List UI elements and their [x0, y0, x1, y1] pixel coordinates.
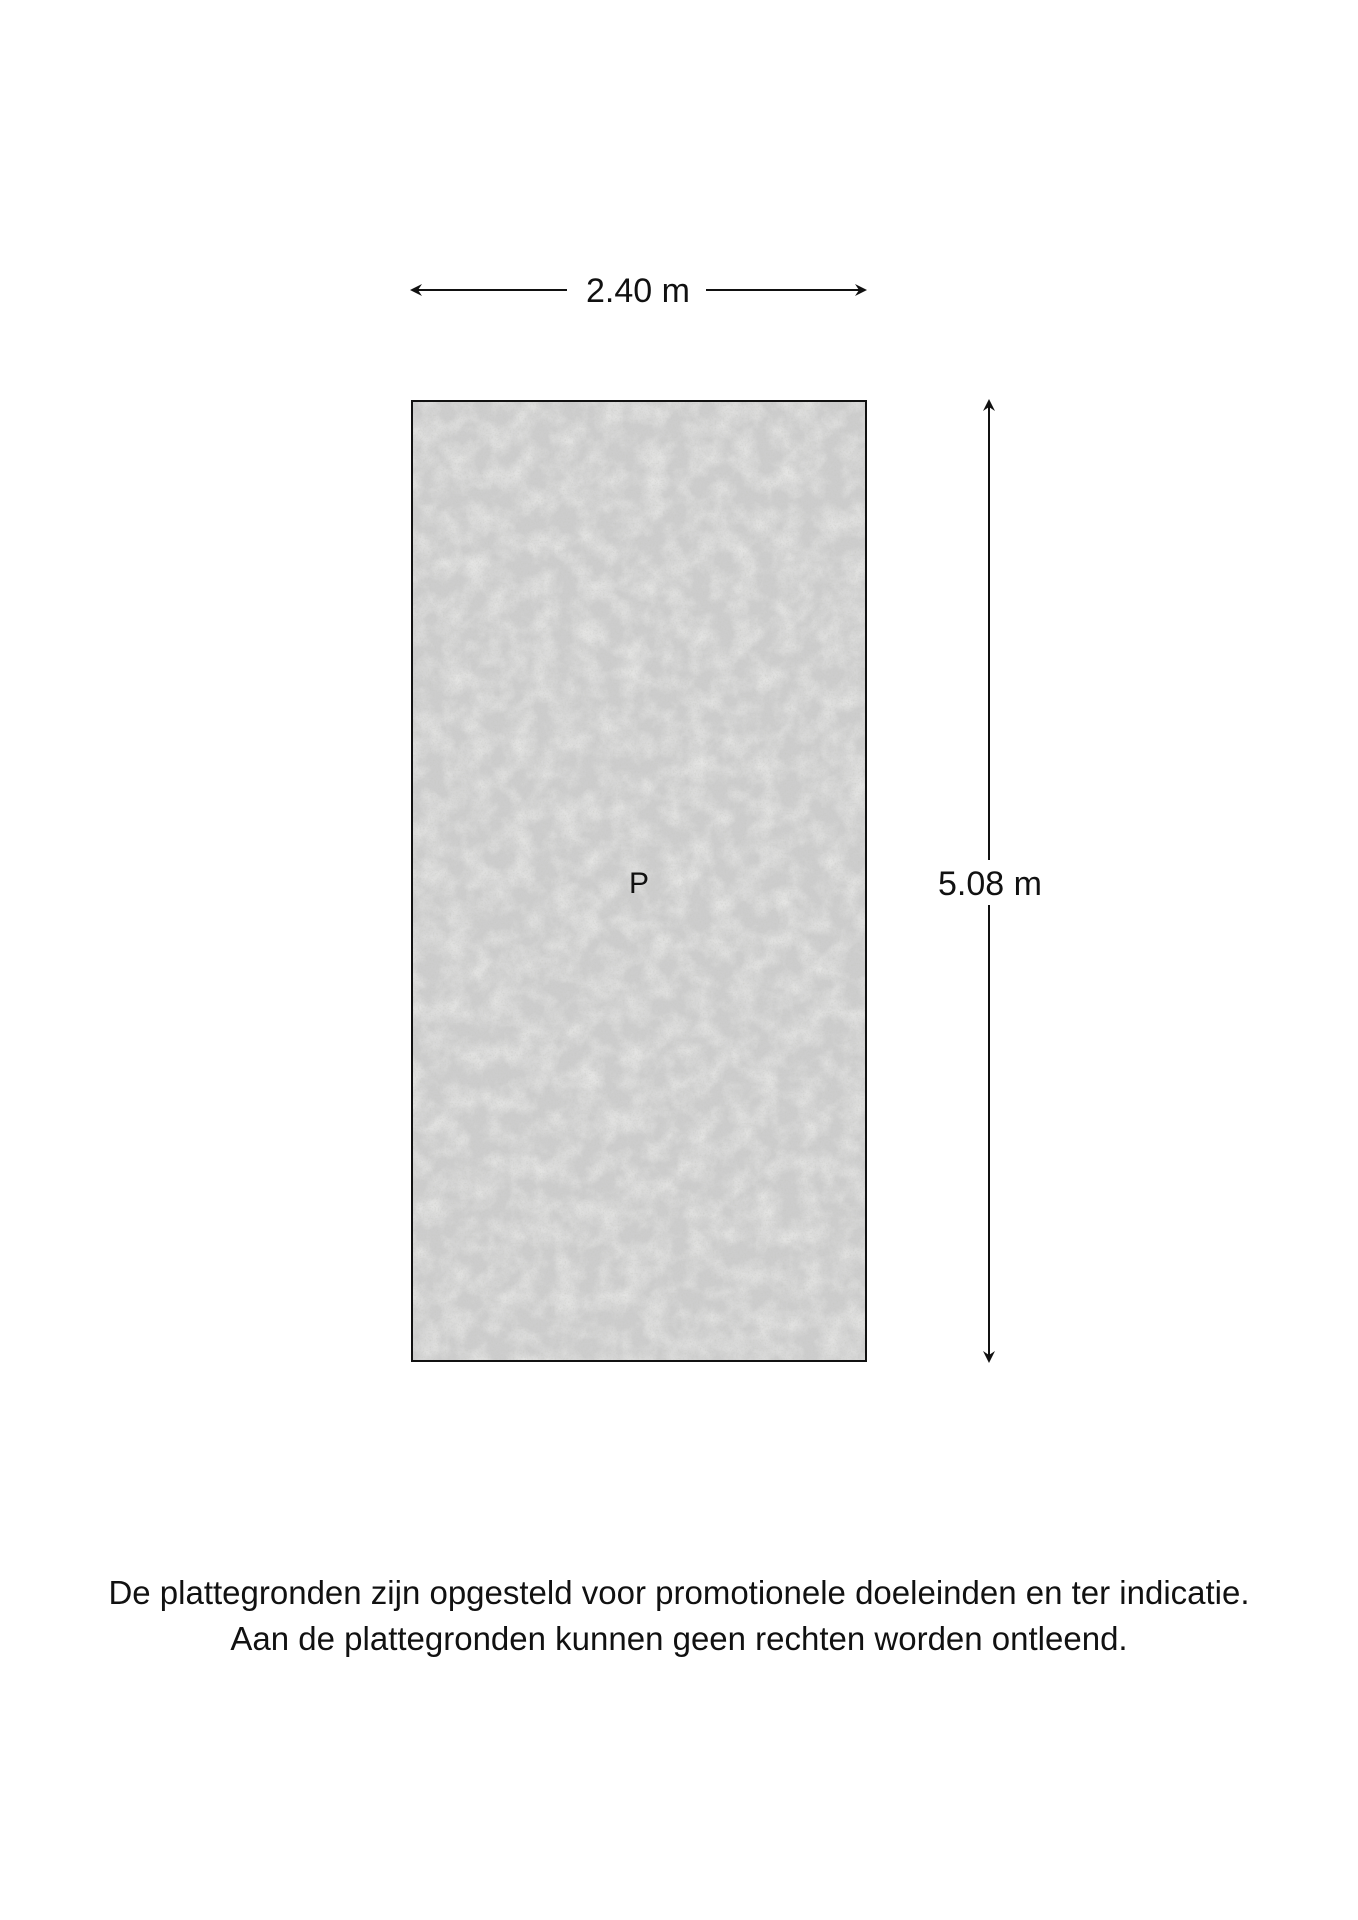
- parking-room: [412, 401, 866, 1361]
- disclaimer-line-2: Aan de plattegronden kunnen geen rechten worden ontleend.: [230, 1620, 1128, 1657]
- length-dimension: [938, 401, 1042, 1361]
- width-dimension: [412, 272, 865, 310]
- disclaimer-line-1: De plattegronden zijn opgesteld voor promotionele doeleinden en ter indicatie.: [108, 1574, 1250, 1611]
- room-label: P: [628, 867, 650, 900]
- length-dimension-label: 5.08 m: [938, 865, 1042, 903]
- width-dimension-label: 2.40 m: [586, 272, 690, 310]
